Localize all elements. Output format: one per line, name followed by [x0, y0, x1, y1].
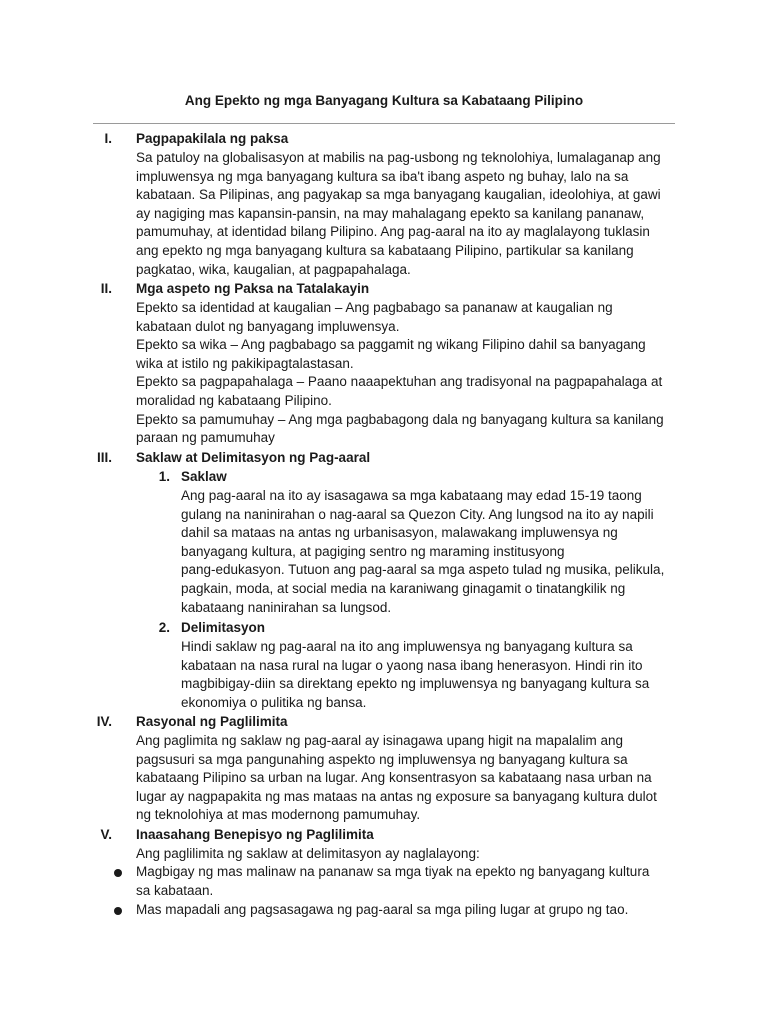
bullet-item: [136, 863, 681, 900]
text-line: ang epekto ng mga banyagang kultura sa kabataang Pilipino, partikular sa kanilang: [136, 242, 634, 258]
section-number: III.: [96, 450, 112, 465]
text-line: kabataan dulot ng banyagang impluwensya.: [136, 318, 400, 334]
text-line: kabataang naninirahan sa lungsod.: [181, 599, 392, 615]
section-heading-rationale: Rasyonal ng Paglilimita: [136, 714, 288, 729]
text-line: kabataang Pilipino sa urban na lugar. Ang konsentrasyon sa kabataang nasa urban na: [136, 770, 652, 786]
text-line: Sa patuloy na globalisasyon at mabilis na pag-usbong ng teknolohiya, lumalaganap ang: [136, 150, 661, 165]
section-heading-scope: Saklaw at Delimitasyon ng Pag-aaral: [136, 450, 371, 465]
section-heading-benefits: Inaasahang Benepisyo ng Paglilimita: [136, 827, 374, 842]
text-line: sa kabataan.: [136, 882, 214, 898]
text-line: Magbigay ng mas malinaw na pananaw sa mga tiyak na epekto ng banyagang kultura: [136, 864, 650, 879]
section-number: II.: [100, 281, 112, 296]
text-line: pamumuhay, at identidad bilang Pilipino. Ang pag-aaral na ito ay maglalayong tuklasin: [136, 224, 650, 240]
text-line: Mas mapadali ang pagsasagawa ng pag-aaral sa mga piling lugar at grupo ng tao.: [136, 902, 629, 917]
bullet-icon: [114, 907, 122, 915]
text-line: banyagang kultura, at pagiging sentro ng maraming institusyong: [181, 543, 565, 559]
delimitasyon-paragraph: [181, 638, 681, 712]
text-line: Ang pag-aaral na ito ay isasagawa sa mga kabataang may edad 15-19 taong: [181, 488, 642, 503]
subsection-number: 1.: [158, 469, 170, 484]
text-line: pagsusuri sa mga pangunahing aspekto ng impluwensya ng banyagang kultura sa: [136, 751, 628, 767]
bullet-icon: [114, 869, 122, 877]
text-line: pagkain, moda, at social media na karaniwang ginagamit o tinatangkilik ng: [181, 580, 626, 596]
section-number: I.: [104, 131, 112, 146]
bullet-item: [136, 901, 681, 920]
text-line: kabataan na nasa rural na lugar o yaong nasa ibang henerasyon. Hindi rin ito: [181, 657, 643, 673]
section-heading-introduction: Pagpapakilala ng paksa: [136, 131, 289, 146]
text-line: pagkatao, wika, kaugalian, at pagpapahalaga.: [136, 261, 411, 277]
text-line: pang-edukasyon. Tutuon ang pag-aaral sa mga aspeto tulad ng musika, pelikula,: [181, 562, 665, 578]
subsection-heading-delimitasyon: Delimitasyon: [181, 620, 266, 635]
text-line: Epekto sa pagpapahalaga – Paano naaapektuhan ang tradisyonal na pagpapahalaga at: [136, 374, 663, 390]
rationale-paragraph: [136, 732, 681, 825]
text-line: ekonomiya o pulitika ng bansa.: [181, 694, 367, 710]
document-title: Ang Epekto ng mga Banyagang Kultura sa Kabataang Pilipino: [184, 93, 584, 108]
text-line: dahil sa mataas na antas ng urbanisasyon, malawakang impluwensya ng: [181, 525, 618, 541]
text-line: Epekto sa pamumuhay – Ang mga pagbabagong dala ng banyagang kultura sa kanilang: [136, 411, 664, 427]
text-line: gulang na naninirahan o nag-aaral sa Quezon City. Ang lungsod na ito ay napili: [181, 506, 654, 522]
subsection-number: 2.: [158, 620, 170, 635]
text-line: ng teknolohiya at mas modernong pamumuhay.: [136, 807, 421, 823]
text-line: moralidad ng kabataang Pilipino.: [136, 392, 332, 408]
text-line: Epekto sa identidad at kaugalian – Ang pagbabago sa pananaw at kaugalian ng: [136, 300, 613, 315]
text-line: Epekto sa wika – Ang pagbabago sa paggamit ng wikang Filipino dahil sa banyagang: [136, 337, 646, 353]
title-divider: [93, 123, 675, 124]
section-number: IV.: [96, 714, 112, 729]
section-number: V.: [100, 827, 112, 842]
text-line: impluwensya ng mga banyagang kultura sa iba't ibang aspeto ng buhay, lalo na sa: [136, 168, 629, 184]
text-line: Ang paglilimita ng saklaw at delimitasyon ay naglalayong:: [136, 846, 480, 861]
saklaw-paragraph: [181, 487, 681, 617]
text-line: lugar ay nagpapakita ng mas mataas na antas ng exposure sa banyagang kultura dulot: [136, 788, 657, 804]
text-line: ay nagiging mas kapansin-pansin, na may mahalagang epekto sa kanilang pananaw,: [136, 205, 645, 221]
text-line: wika at istilo ng pakikipagtalastasan.: [136, 355, 354, 371]
text-line: magbibigay-diin sa direktang epekto ng impluwensya ng banyagang kultura sa: [181, 676, 650, 692]
text-line: kabataan. Sa Pilipinas, ang pagyakap sa mga banyagang kaugalian, ideolohiya, at gawi: [136, 187, 661, 203]
aspects-paragraph: [136, 299, 681, 448]
introduction-paragraph: [136, 149, 681, 279]
benefits-intro: [136, 845, 681, 864]
text-line: Ang paglimita ng saklaw ng pag-aaral ay isinagawa upang higit na mapalalim ang: [136, 733, 624, 748]
section-heading-aspects: Mga aspeto ng Paksa na Tatalakayin: [136, 281, 370, 296]
text-line: paraan ng pamumuhay: [136, 430, 275, 446]
subsection-heading-saklaw: Saklaw: [181, 469, 227, 484]
text-line: Hindi saklaw ng pag-aaral na ito ang impluwensya ng banyagang kultura sa: [181, 639, 633, 654]
